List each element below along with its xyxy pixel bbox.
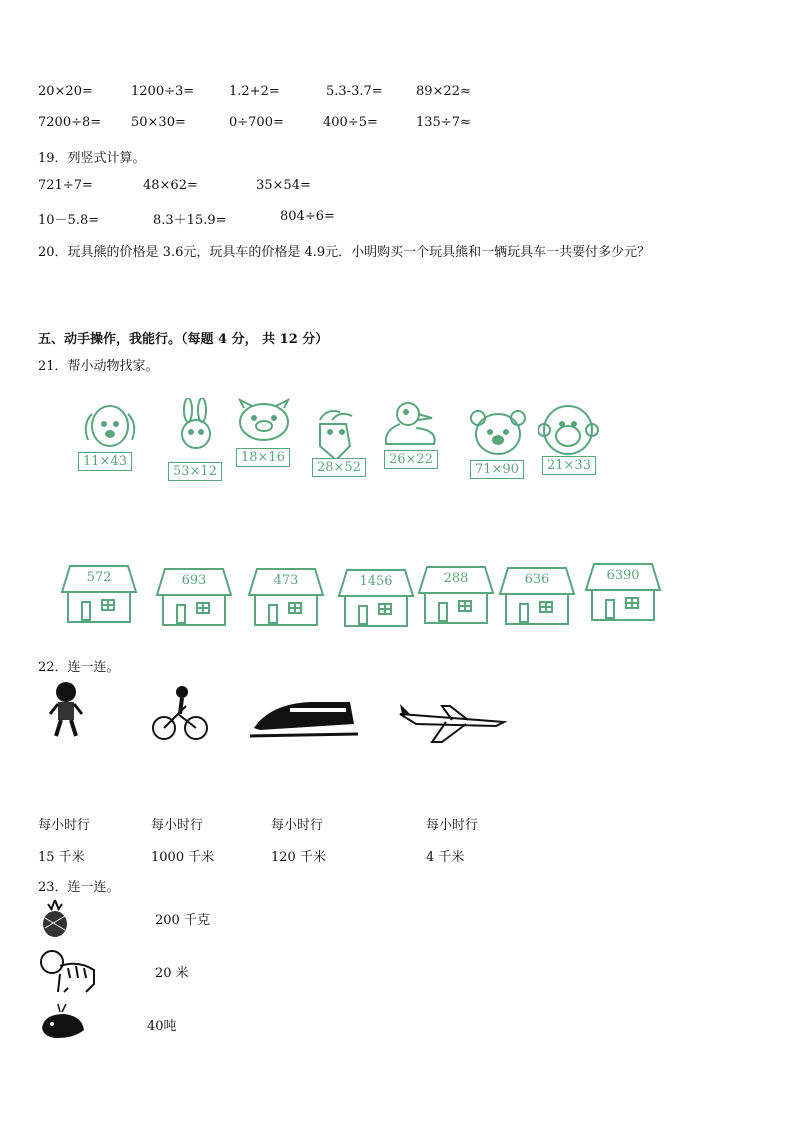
arith-item: 7200÷8=: [38, 115, 102, 130]
house-number: 288: [443, 571, 469, 586]
animal-card: [306, 406, 370, 496]
speed-prefix: 每小时行: [151, 818, 204, 833]
q19-item: 8.3＋15.9=: [153, 213, 227, 228]
arith-item: 0÷700=: [229, 115, 284, 130]
whale-icon: [38, 1002, 88, 1042]
house-number: 572: [86, 570, 112, 585]
q19-item: 48×62=: [143, 178, 198, 193]
speed-value: 4 千米: [426, 850, 465, 865]
house: [337, 566, 415, 632]
arith-item: 135÷7≈: [416, 115, 471, 130]
house: [60, 562, 138, 628]
animal-card: [76, 400, 140, 490]
question-19-title: 19．列竖式计算。: [38, 151, 146, 166]
item-label: 200 千克: [155, 913, 210, 928]
item-label: 20 米: [155, 966, 189, 981]
speed-prefix: 每小时行: [271, 818, 324, 833]
house: [417, 563, 495, 629]
airplane-icon: [396, 700, 508, 744]
arith-item: 1.2+2=: [229, 84, 280, 99]
house: [584, 560, 662, 626]
animal-card: [234, 398, 298, 488]
house-number: 1456: [359, 574, 393, 589]
speed-value: 1000 千米: [151, 850, 215, 865]
q19-item: 804÷6=: [280, 209, 335, 224]
speed-prefix: 每小时行: [426, 818, 479, 833]
cyclist-icon: [150, 684, 210, 744]
arith-item: 20×20=: [38, 84, 93, 99]
tiger-icon: [38, 948, 102, 994]
house: [247, 565, 325, 631]
q19-item: 10－5.8=: [38, 213, 100, 228]
animal-label: 28×52: [312, 458, 366, 477]
animal-label: 26×22: [384, 450, 438, 469]
house-number: 636: [524, 572, 550, 587]
animal-card: [538, 402, 602, 492]
house: [498, 564, 576, 630]
arith-item: 50×30=: [131, 115, 186, 130]
question-22-title: 22．连一连。: [38, 660, 120, 675]
animal-label: 11×43: [78, 452, 132, 471]
train-icon: [250, 694, 360, 742]
rabbit-icon: [166, 398, 230, 468]
animal-card: [468, 408, 532, 498]
arith-item: 400÷5=: [323, 115, 378, 130]
animal-card: [380, 400, 444, 490]
animal-label: 21×33: [542, 456, 596, 475]
animal-label: 71×90: [470, 460, 524, 479]
speed-prefix: 每小时行: [38, 818, 91, 833]
question-21-title: 21．帮小动物找家。: [38, 359, 159, 374]
arith-item: 1200÷3=: [131, 84, 195, 99]
bear-icon: [468, 408, 532, 468]
question-20: 20．玩具熊的价格是 3.6元，玩具车的价格是 4.9元．小明购买一个玩具熊和一辆玩具车一共要付多少元？: [38, 245, 651, 260]
speed-value: 120 千米: [271, 850, 326, 865]
child-walking-icon: [46, 680, 90, 740]
section-5-heading: 五、动手操作，我能行。（每题 4 分， 共 12 分）: [38, 332, 329, 347]
monkey-icon: [538, 402, 602, 462]
pineapple-icon: [38, 898, 72, 938]
speed-value: 15 千米: [38, 850, 85, 865]
animal-label: 53×12: [168, 462, 222, 481]
animal-card: [166, 398, 230, 488]
house-number: 693: [181, 573, 207, 588]
q19-item: 35×54=: [256, 178, 311, 193]
question-23-title: 23．连一连。: [38, 880, 120, 895]
house-number: 473: [273, 573, 299, 588]
house: [155, 565, 233, 631]
house-number: 6390: [606, 568, 640, 583]
animal-label: 18×16: [236, 448, 290, 467]
item-label: 40吨: [147, 1019, 177, 1034]
q19-item: 721÷7=: [38, 178, 93, 193]
arith-item: 89×22≈: [416, 84, 471, 99]
goat-icon: [306, 406, 376, 466]
arith-item: 5.3-3.7=: [326, 84, 383, 99]
